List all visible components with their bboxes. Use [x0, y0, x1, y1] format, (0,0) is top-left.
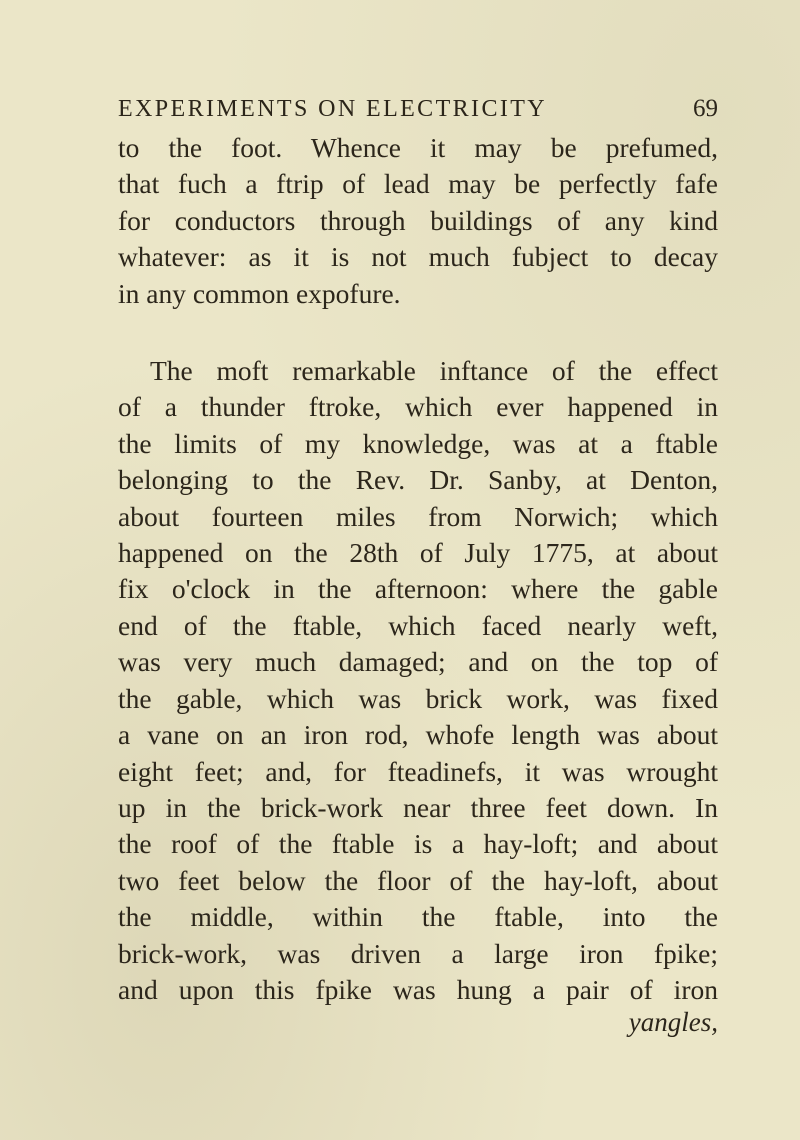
text-line: fix o'clock in the afternoon: where the gable	[118, 573, 718, 605]
catchword: yangles,	[628, 1007, 718, 1037]
text-line: of a thunder ftroke, which ever happened in	[118, 391, 718, 423]
text-line: end of the ftable, which faced nearly weft,	[118, 609, 718, 641]
text-line: and upon this fpike was hung a pair of iron	[118, 973, 718, 1005]
text-line: eight feet; and, for fteadinefs, it was wrought	[118, 755, 718, 787]
text-line: that fuch a ftrip of lead may be perfectly fafe	[118, 168, 718, 200]
text-line: the roof of the ftable is a hay-loft; and about	[118, 828, 718, 860]
running-head-title: EXPERIMENTS ON ELECTRICITY	[118, 96, 548, 122]
text-line: happened on the 28th of July 1775, at about	[118, 537, 718, 569]
text-line: the gable, which was brick work, was fixed	[118, 682, 718, 714]
text-line: in any common expofure.	[118, 277, 401, 309]
text-line: up in the brick-work near three feet down. In	[118, 791, 718, 823]
text-line: two feet below the floor of the hay-loft, about	[118, 864, 718, 896]
text-line: belonging to the Rev. Dr. Sanby, at Denton,	[118, 464, 718, 496]
paragraph-gap	[118, 312, 718, 353]
text-line: a vane on an iron rod, whofe length was about	[118, 719, 718, 751]
text-line: about fourteen miles from Norwich; which	[118, 500, 718, 532]
text-line: brick-work, was driven a large iron fpike;	[118, 937, 718, 969]
running-head	[118, 95, 718, 123]
paragraph-1	[118, 130, 718, 312]
text-line: The moft remarkable inftance of the effect	[150, 355, 718, 387]
page-number: 69	[693, 95, 718, 122]
text-line: whatever: as it is not much fubject to decay	[118, 241, 718, 273]
text-line: to the foot. Whence it may be prefumed,	[118, 132, 718, 163]
text-line: was very much damaged; and on the top of	[118, 646, 718, 678]
body-text	[118, 130, 718, 1008]
text-line: the limits of my knowledge, was at a ftable	[118, 427, 718, 459]
text-line: the middle, within the ftable, into the	[118, 901, 718, 933]
paragraph-2	[118, 353, 718, 1008]
text-line: for conductors through buildings of any kind	[118, 204, 718, 236]
